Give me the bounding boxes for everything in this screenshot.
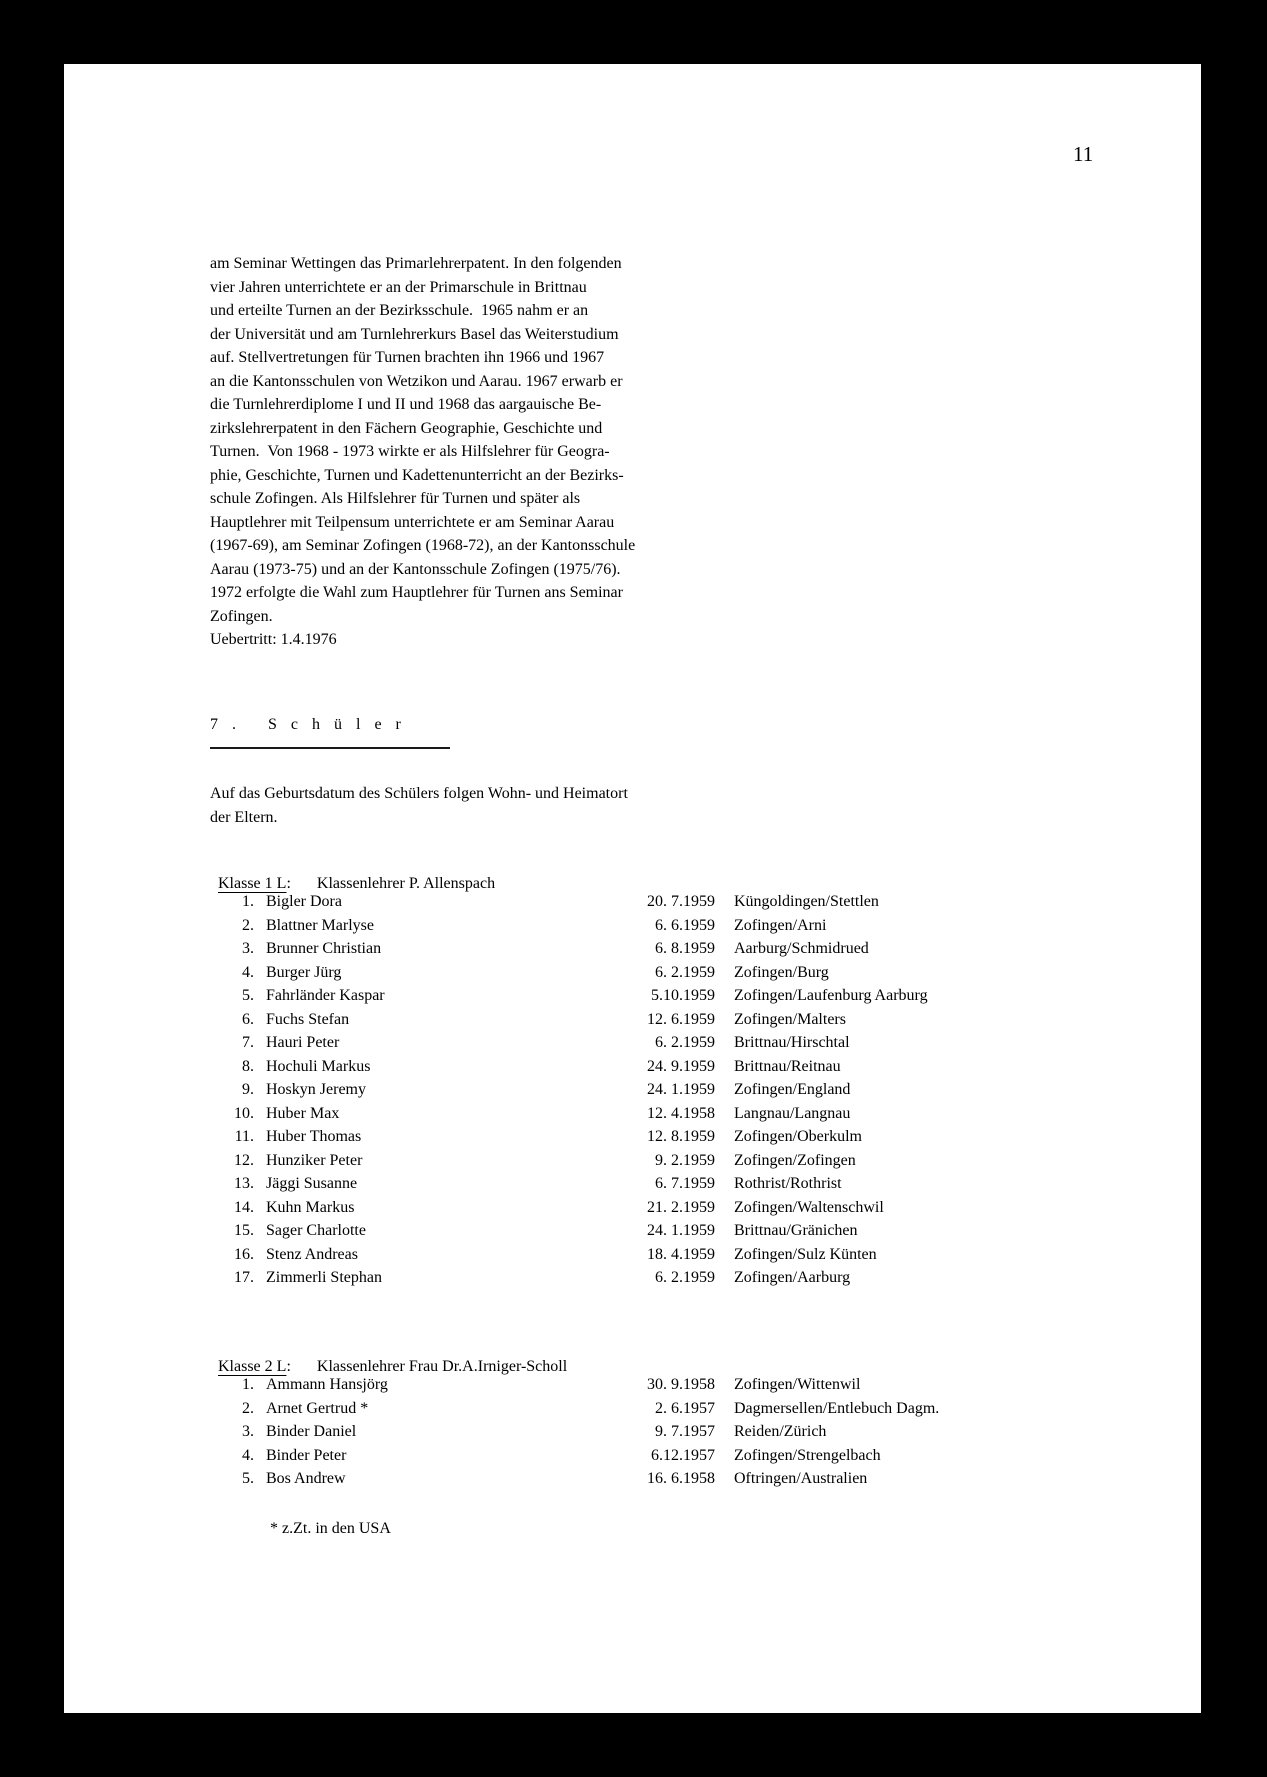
student-name: Fahrländer Kaspar: [266, 987, 385, 1004]
student-number: 8.: [242, 1057, 254, 1075]
student-number: 1.: [242, 893, 254, 910]
birth-date: 6.12.1957: [651, 1446, 715, 1464]
student-row: [210, 1199, 1150, 1223]
student-row: [210, 1246, 1150, 1270]
birth-date: 12. 4.1958: [647, 1104, 715, 1122]
student-row: [210, 1011, 1150, 1035]
birth-date: 5.10.1959: [651, 987, 715, 1004]
student-number: 17.: [234, 1269, 254, 1286]
class-teacher: Klassenlehrer P. Allenspach: [316, 875, 496, 892]
residence-origin: Brittnau/Gränichen: [734, 1222, 858, 1239]
student-number: 9.: [242, 1081, 254, 1098]
student-name: Jäggi Susanne: [266, 1175, 358, 1192]
residence-origin: Zofingen/England: [734, 1081, 851, 1098]
student-number: 5.: [242, 1470, 254, 1487]
student-list-1L: [210, 893, 1150, 1293]
birth-date: 6. 2.1959: [655, 963, 715, 981]
student-number: 13.: [234, 1175, 254, 1192]
residence-origin: Zofingen/Sulz Künten: [734, 1245, 877, 1263]
residence-origin: Zofingen/Waltenschwil: [734, 1198, 884, 1216]
student-row: [210, 987, 1150, 1011]
student-row: [210, 1058, 1150, 1082]
residence-origin: Zofingen/Laufenburg Aarburg: [734, 987, 928, 1004]
student-number: 4.: [242, 963, 254, 981]
page-number: 11: [1073, 142, 1094, 166]
student-row: [210, 1423, 1150, 1447]
student-row: [210, 917, 1150, 941]
student-list-2L: [210, 1376, 1150, 1494]
birth-date: 20. 7.1959: [647, 893, 715, 910]
birth-date: 18. 4.1959: [647, 1245, 715, 1263]
student-name: Kuhn Markus: [266, 1198, 355, 1216]
paragraph-line: Aarau (1973-75) und an der Kantonsschule Zofingen (1975/76).: [210, 560, 621, 578]
residence-origin: Reiden/Zürich: [734, 1423, 827, 1440]
student-number: 1.: [242, 1376, 254, 1393]
paragraph-line: Zofingen.: [210, 607, 273, 625]
class-heading-2L: [210, 1340, 567, 1376]
student-name: Zimmerli Stephan: [266, 1269, 382, 1286]
birth-date: 12. 8.1959: [647, 1128, 715, 1145]
footnote: * z.Zt. in den USA: [270, 1520, 391, 1537]
paragraph-line: Turnen. Von 1968 - 1973 wirkte er als Hilfslehrer für Geogra-: [210, 443, 610, 460]
birth-date: 6. 2.1959: [655, 1034, 715, 1051]
student-row: [210, 1105, 1150, 1129]
birth-date: 24. 9.1959: [647, 1057, 715, 1075]
paragraph-line: die Turnlehrerdiplome I und II und 1968 das aargauische Be-: [210, 396, 602, 413]
student-number: 12.: [234, 1151, 254, 1169]
student-number: 14.: [234, 1198, 254, 1216]
student-name: Brunner Christian: [266, 940, 382, 957]
student-name: Bos Andrew: [266, 1470, 346, 1487]
birth-date: 12. 6.1959: [647, 1010, 715, 1028]
section-intro-paragraph: [210, 785, 628, 832]
section-heading: 7. Schüler: [210, 716, 415, 733]
paragraph-line: auf. Stellvertretungen für Turnen brachten ihn 1966 und 1967: [210, 349, 605, 366]
student-name: Stenz Andreas: [266, 1245, 358, 1263]
birth-date: 16. 6.1958: [647, 1470, 715, 1487]
section-heading-underline: [210, 747, 450, 749]
student-row: [210, 893, 1150, 917]
residence-origin: Zofingen/Arni: [734, 916, 827, 934]
student-name: Binder Daniel: [266, 1423, 357, 1440]
class-teacher: Klassenlehrer Frau Dr.A.Irniger-Scholl: [316, 1358, 568, 1375]
residence-origin: Zofingen/Oberkulm: [734, 1128, 862, 1145]
residence-origin: Oftringen/Australien: [734, 1470, 868, 1487]
residence-origin: Zofingen/Strengelbach: [734, 1446, 881, 1464]
student-row: [210, 1447, 1150, 1471]
paragraph-line: schule Zofingen. Als Hilfslehrer für Turnen und später als: [210, 490, 581, 507]
student-number: 10.: [234, 1104, 254, 1122]
paragraph-line: 1972 erfolgte die Wahl zum Hauptlehrer für Turnen ans Seminar: [210, 584, 623, 601]
birth-date: 21. 2.1959: [647, 1198, 715, 1216]
student-number: 4.: [242, 1446, 254, 1464]
birth-date: 6. 2.1959: [655, 1269, 715, 1286]
class-colon: :: [286, 1358, 291, 1375]
residence-origin: Aarburg/Schmidrued: [734, 940, 869, 957]
student-number: 2.: [242, 916, 254, 934]
residence-origin: Zofingen/Malters: [734, 1010, 846, 1028]
paragraph-line: und erteilte Turnen an der Bezirksschule. 1965 nahm er an: [210, 302, 589, 319]
paragraph-line: der Eltern.: [210, 808, 278, 826]
residence-origin: Brittnau/Reitnau: [734, 1057, 841, 1075]
birth-date: 24. 1.1959: [647, 1222, 715, 1239]
student-number: 2.: [242, 1399, 254, 1417]
paragraph-line: zirkslehrerpatent in den Fächern Geographie, Geschichte und: [210, 419, 603, 437]
student-name: Blattner Marlyse: [266, 916, 374, 934]
paragraph-line: am Seminar Wettingen das Primarlehrerpatent. In den folgenden: [210, 255, 622, 272]
biography-paragraph: [210, 255, 1140, 655]
student-row: [210, 1400, 1150, 1424]
student-name: Hunziker Peter: [266, 1151, 363, 1169]
student-name: Binder Peter: [266, 1446, 347, 1464]
student-number: 5.: [242, 987, 254, 1004]
birth-date: 30. 9.1958: [647, 1376, 715, 1393]
student-number: 15.: [234, 1222, 254, 1239]
paragraph-line: Auf das Geburtsdatum des Schülers folgen Wohn- und Heimatort: [210, 785, 628, 802]
residence-origin: Zofingen/Burg: [734, 963, 829, 981]
paragraph-line: der Universität und am Turnlehrerkurs Basel das Weiterstudium: [210, 325, 619, 343]
student-number: 6.: [242, 1010, 254, 1028]
residence-origin: Rothrist/Rothrist: [734, 1175, 842, 1192]
student-number: 11.: [234, 1128, 254, 1145]
student-row: [210, 1128, 1150, 1152]
student-number: 16.: [234, 1245, 254, 1263]
birth-date: 6. 7.1959: [655, 1175, 715, 1192]
student-name: Fuchs Stefan: [266, 1010, 350, 1028]
student-row: [210, 1152, 1150, 1176]
student-name: Hoskyn Jeremy: [266, 1081, 366, 1098]
student-name: Arnet Gertrud *: [266, 1399, 369, 1417]
residence-origin: Zofingen/Zofingen: [734, 1151, 856, 1169]
paragraph-line: vier Jahren unterrichtete er an der Primarschule in Brittnau: [210, 278, 587, 296]
class-heading-1L: [210, 857, 495, 893]
student-number: 3.: [242, 1423, 254, 1440]
student-name: Hochuli Markus: [266, 1057, 371, 1075]
residence-origin: Zofingen/Wittenwil: [734, 1376, 861, 1393]
student-row: [210, 1175, 1150, 1199]
student-row: [210, 1222, 1150, 1246]
paragraph-line: an die Kantonsschulen von Wetzikon und Aarau. 1967 erwarb er: [210, 372, 623, 390]
student-name: Hauri Peter: [266, 1034, 340, 1051]
student-row: [210, 1470, 1150, 1494]
residence-origin: Küngoldingen/Stettlen: [734, 893, 879, 910]
birth-date: 6. 6.1959: [655, 916, 715, 934]
student-row: [210, 1034, 1150, 1058]
student-row: [210, 940, 1150, 964]
birth-date: 24. 1.1959: [647, 1081, 715, 1098]
student-name: Huber Max: [266, 1104, 340, 1122]
class-colon: :: [286, 875, 291, 892]
student-name: Huber Thomas: [266, 1128, 362, 1145]
residence-origin: Langnau/Langnau: [734, 1104, 851, 1122]
student-name: Burger Jürg: [266, 963, 342, 981]
paragraph-line: phie, Geschichte, Turnen und Kadettenunterricht an der Bezirks-: [210, 466, 624, 484]
student-name: Sager Charlotte: [266, 1222, 366, 1239]
student-number: 3.: [242, 940, 254, 957]
paragraph-line: Hauptlehrer mit Teilpensum unterrichtete er am Seminar Aarau: [210, 513, 615, 531]
paragraph-line: (1967-69), am Seminar Zofingen (1968-72), an der Kantonsschule: [210, 537, 636, 554]
student-row: [210, 1081, 1150, 1105]
birth-date: 6. 8.1959: [655, 940, 715, 957]
residence-origin: Brittnau/Hirschtal: [734, 1034, 850, 1051]
birth-date: 9. 2.1959: [655, 1151, 715, 1169]
student-row: [210, 1269, 1150, 1293]
paragraph-line: Uebertritt: 1.4.1976: [210, 631, 337, 648]
residence-origin: Dagmersellen/Entlebuch Dagm.: [734, 1399, 940, 1417]
student-name: Ammann Hansjörg: [266, 1376, 388, 1393]
birth-date: 2. 6.1957: [655, 1399, 715, 1417]
student-number: 7.: [242, 1034, 254, 1051]
class-label: Klasse 1 L: [218, 875, 287, 892]
student-row: [210, 964, 1150, 988]
birth-date: 9. 7.1957: [655, 1423, 715, 1440]
class-label: Klasse 2 L: [218, 1358, 287, 1375]
student-name: Bigler Dora: [266, 893, 342, 910]
residence-origin: Zofingen/Aarburg: [734, 1269, 851, 1286]
student-row: [210, 1376, 1150, 1400]
